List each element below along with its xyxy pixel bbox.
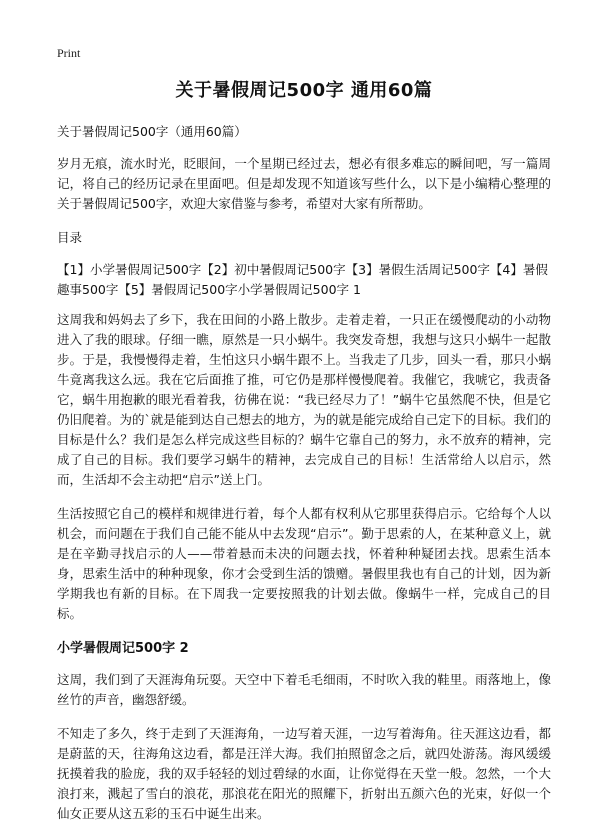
intro-paragraph: 岁月无痕，流水时光，眨眼间，一个星期已经过去，想必有很多难忘的瞬间吧，写一篇周记，将自己的经历记录在里面吧。但是却发现不知道该写些什么，以下是小编精心整理的关于暑假周记500字，欢迎大家借鉴与参考，希望对大家有所帮助。 <box>57 156 551 211</box>
toc-list[interactable]: 【1】小学暑假周记500字【2】初中暑假周记500字【3】暑假生活周记500字【4】暑假趣事500字【5】暑假周记500字小学暑假周记500字 1 <box>57 262 548 297</box>
toc-heading: 目录 <box>57 230 83 245</box>
subtitle: 关于暑假周记500字（通用60篇） <box>57 124 247 139</box>
body-paragraph: 这周，我们到了天涯海角玩耍。天空中下着毛毛细雨，不时吹入我的鞋里。雨落地上，像丝竹的声音，幽怨舒缓。 <box>57 672 551 707</box>
section-heading: 小学暑假周记500字 2 <box>57 641 189 656</box>
page-title: 关于暑假周记500字 通用60篇 <box>175 80 433 101</box>
print-link[interactable]: Print <box>57 46 81 60</box>
body-paragraph: 不知走了多久，终于走到了天涯海角，一边写着天涯，一边写着海角。往天涯这边看，都是蔚蓝的天，往海角这边看，都是汪洋大海。我们拍照留念之后，就四处游荡。海风缓缓抚摸着我的脸庞，我的双手轻轻的划过碧绿的水面，让你觉得在天堂一般。忽然，一个大浪打来，溅起了雪白的浪花，那浪花在阳光的照耀下，折射出五颜六色的光束，好似一个仙女正要从这五彩的玉石中诞生出来。 <box>57 726 551 821</box>
body-paragraph: 这周我和妈妈去了乡下，我在田间的小路上散步。走着走着，一只正在缓慢爬动的小动物进入了我的眼球。仔细一瞧，原然是一只小蜗牛。我突发奇想，我想与这只小蜗牛一起散步。于是，我慢慢得走着，生怕这只小蜗牛跟不上。当我走了几步，回头一看，那只小蜗牛竟离我这么远。我在它后面推了推，可它仍是那样慢慢爬着。我催它，我唬它，我责备它，蜗牛用抱歉的眼光看着我，彷佛在说：“我已经尽力了！”蜗牛它虽然爬不快，但是它仍旧爬着。为的`就是能到达自己想去的地方，为的就是能完成给自己定下的目标。我们的目标是什么？我们是怎么样完成这些目标的？蜗牛它靠自己的努力，永不放弃的精神，完成了自己的目标。我们要学习蜗牛的精神，去完成自己的目标！生活常给人以启示，然而，生活却不会主动把“启示”送上门。 <box>57 312 551 487</box>
body-paragraph: 生活按照它自己的模样和规律进行着，每个人都有权利从它那里获得启示。它给每个人以机会，而问题在于我们自己能不能从中去发现“启示”。勤于思索的人，在某种意义上，就是在辛勤寻找启示的人——带着悬而未决的问题去找，怀着种种疑团去找。思索生活本身，思索生活中的种种现象，你才会受到生活的馈赠。暑假里我也有自己的计划，因为新学期我也有新的目标。在下周我一定要按照我的计划去做。像蜗牛一样，完成自己的目标。 <box>57 506 551 621</box>
